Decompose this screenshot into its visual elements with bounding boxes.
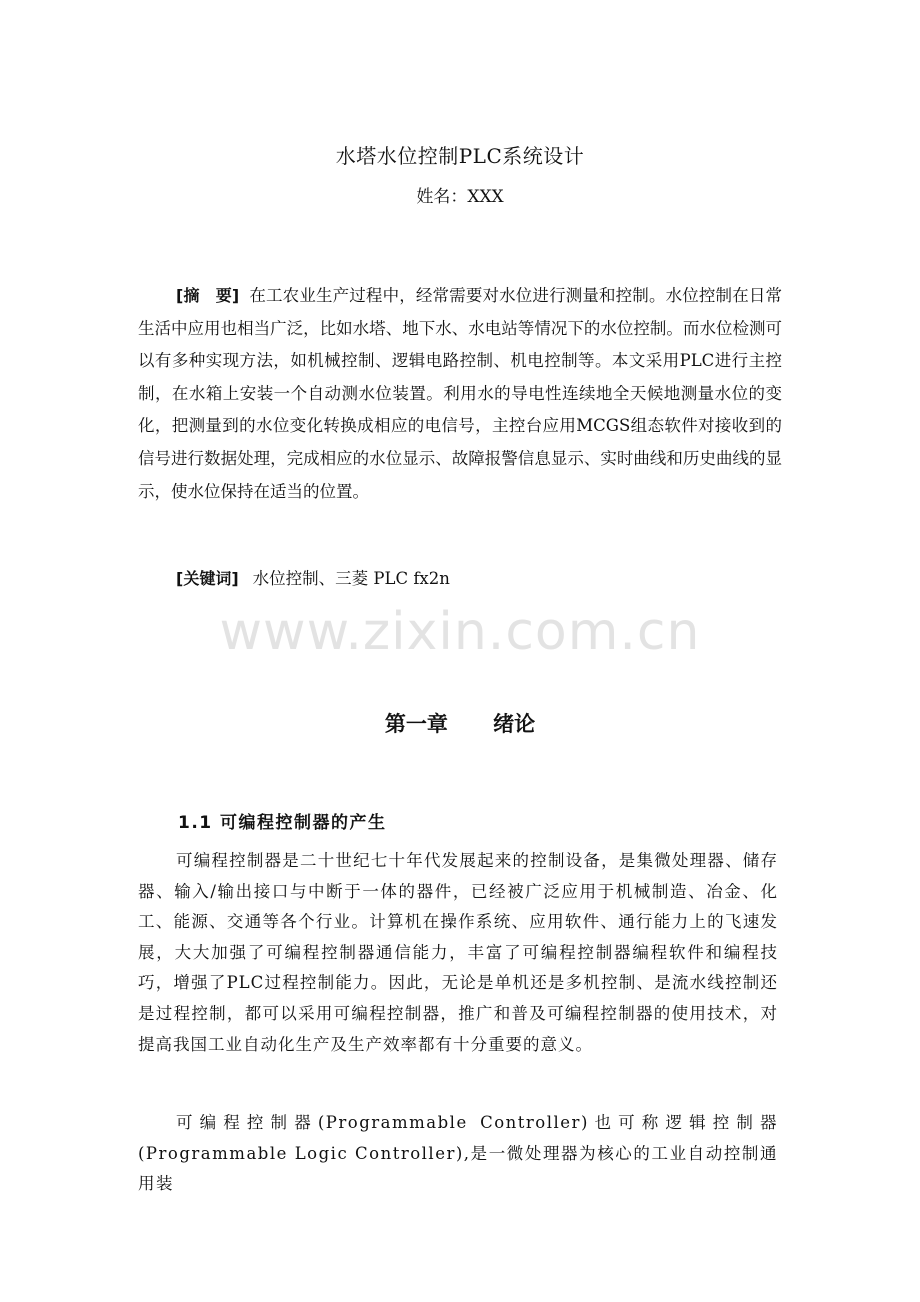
chapter-heading: 第一章 绪论 [384, 712, 536, 736]
abstract-paragraph [138, 280, 782, 508]
document-title: 水塔水位控制PLC系统设计 [335, 144, 585, 168]
author-line: 姓名：XXX [416, 187, 504, 207]
abstract-text: 在工农业生产过程中，经常需要对水位进行测量和控制。水位控制在日常生活中应用也相当广泛，比如水塔、地下水、水电站等情况下的水位控制。而水位检测可以有多种实现方法，如机械控制、逻辑电路控制、机电控制等。本文采用PLC进行主控制，在水箱上安装一个自动测水位装置。利用水的导电性连续地全天候地测量水位的变化，把测量到的水位变化转换成相应的电信号，主控台应用MCGS组态软件对接收到的信号进行数据处理，完成相应的水位显示、故障报警信息显示、实时曲线和历史曲线的显示，使水位保持在适当的位置。 [138, 286, 782, 501]
body-paragraph: 可编程控制器是二十世纪七十年代发展起来的控制设备，是集微处理器、储存器、输入/输出接口与中断于一体的器件，已经被广泛应用于机械制造、冶金、化工、能源、交通等各个行业。计算机在操作系统、应用软件、通行能力上的飞速发展，大大加强了可编程控制器通信能力，丰富了可编程控制器编程软件和编程技巧，增强了PLC过程控制能力。因此，无论是单机还是多机控制、是流水线控制还是过程控制，都可以采用可编程控制器，推广和普及可编程控制器的使用技术，对提高我国工业自动化生产及生产效率都有十分重要的意义。 [138, 851, 778, 1054]
section-heading: 1.1 可编程控制器的产生 [178, 813, 387, 833]
keywords-line [176, 565, 450, 589]
body-paragraph: 可编程控制器(Programmable Controller)也可称逻辑控制器(Programmable Logic Controller),是一微处理器为核心的工业自动控制通用装 [138, 1113, 778, 1194]
abstract-label: [摘 要] [176, 286, 240, 305]
watermark: www.zixin.com.cn [219, 602, 701, 662]
keywords-label: [关键词] [176, 569, 239, 588]
keywords-text: 水位控制、三菱 PLC fx2n [252, 569, 450, 588]
